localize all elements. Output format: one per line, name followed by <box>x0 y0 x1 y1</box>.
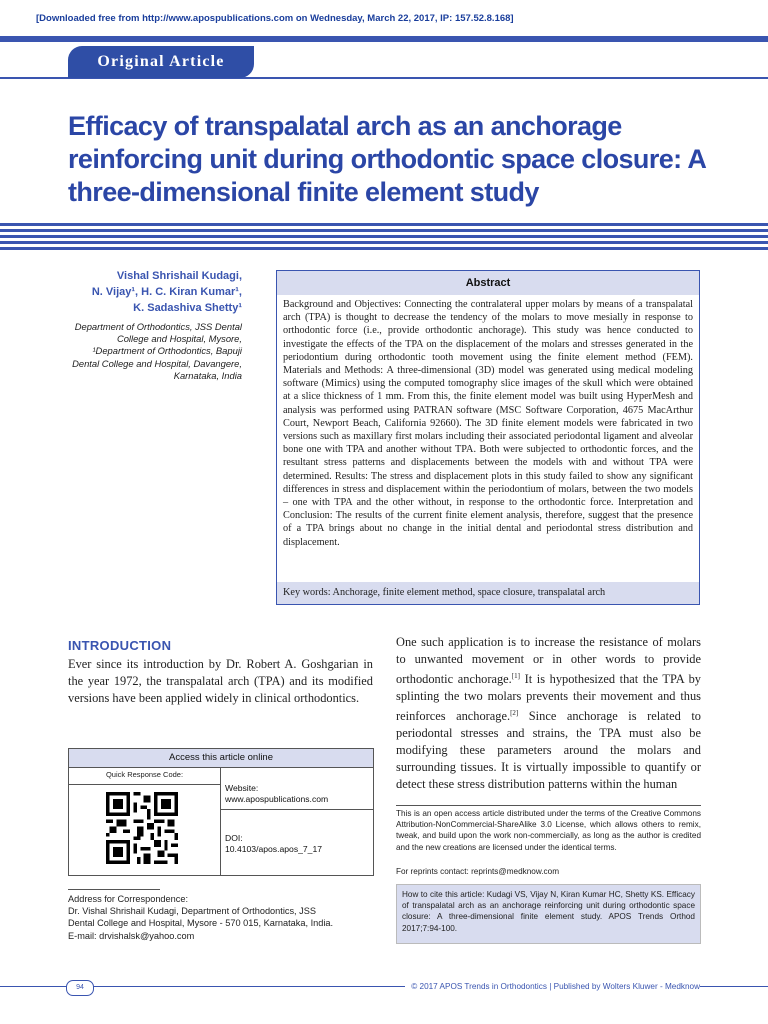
affiliation: Department of Orthodontics, JSS Dental College and Hospital, Mysore, ¹Department of Orthodontics, Bapuji Dental College and Hospital, Davangere, Karnataka, India <box>72 321 242 381</box>
footnote-rule <box>68 889 160 890</box>
section-heading-introduction: INTRODUCTION <box>68 638 172 653</box>
correspondence-address <box>68 893 378 942</box>
page-number: 94 <box>66 980 94 996</box>
author-line: N. Vijay¹, H. C. Kiran Kumar¹, <box>91 286 242 298</box>
abstract-body: Background and Objectives: Connecting the contralateral upper molars by means of a transpalatal arch (TPA) is thought to decrease the tendency of the molars to move mesially in response to orthodontic force (i.e., provide orthodontic anchorage). This study was hence conducted to investigate the effects of the TPA on the displacement of the molars and stresses generated in the periodontium during orthodontic tooth movement using the finite element method (FEM). Materials and Methods: A three-dimensional (3D) model was generated using medical modeling software (Mimics) using the computed tomography slice images of the skull which were obtained at a slice thickness of 1 mm. From this, the finite element model was built using HyperMesh and analysis was performed using PATRAN software (MSC Software Corporation, 4675 MacArthur Court, Newport Beach, California 92660). The 3D finite element models were fabricated in two versions such as maxillary first molars including their associated periodontal ligament and alveolar bone one with TPA and another without TPA. Both were subjected to orthodontic forces, and the resultant stress patterns and displacements between the models with and without TPA were determined. Results: The stress and displacement plots in this study failed to show any significant differences in stress and displacement within the periodontium of molars, between the two models – one with TPA and the other without, in response to the orthodontic force. Interpretation and Conclusion: The results of the current finite element analysis, therefore, suggest that the presence of a TPA brings about no change in the initial dental and periodontal stress distribution and displacement. <box>283 299 693 548</box>
header-bar <box>0 36 768 42</box>
doi-value[interactable]: 10.4103/apos.apos_7_17 <box>225 844 323 854</box>
author-line: K. Sadashiva Shetty¹ <box>133 302 242 314</box>
text-span: Since anchorage is related to periodontal stresses and strains, the TPA must also be modifying these parameters around the molars and surrounding tissues. It is virtually impossible to quantify or detect these stress distribution patterns within the human <box>396 709 701 792</box>
footer-text: © 2017 APOS Trends in Orthodontics | Published by Wolters Kluwer - Medknow <box>405 980 700 994</box>
abstract-heading: Abstract <box>277 271 699 295</box>
article-type-badge: Original Article <box>68 46 254 78</box>
download-notice: [Downloaded free from http://www.apospublications.com on Wednesday, March 22, 2017, IP: 157.52.8.168] <box>36 13 514 24</box>
author-line: Vishal Shrishail Kudagi, <box>116 270 242 282</box>
qr-code-icon[interactable] <box>106 792 178 864</box>
access-heading: Access this article online <box>69 749 373 768</box>
reprints-contact[interactable]: For reprints contact: reprints@medknow.com <box>396 867 560 876</box>
correspondence-label: Address for Correspondence: <box>68 894 189 904</box>
correspondence-email[interactable]: E-mail: drvishalsk@yahoo.com <box>68 930 195 941</box>
intro-paragraph-col2 <box>396 634 701 793</box>
access-online-box <box>68 748 374 876</box>
intro-paragraph: Ever since its introduction by Dr. Robert A. Goshgarian in the year 1972, the transpalatal arch (TPA) and its modified versions have been applied widely in clinical orthodontics. <box>68 657 373 705</box>
qr-panel <box>69 767 221 875</box>
qr-label: Quick Response Code: <box>69 767 220 785</box>
text-span: One such application is to increase the resistance of molars to unwanted movement or in other words to provide orthodontic anchorage. <box>396 635 701 687</box>
website-label: Website: <box>225 783 259 793</box>
access-divider <box>220 809 373 810</box>
website-link[interactable]: www.apospublications.com <box>225 794 329 804</box>
abstract-box <box>276 270 700 605</box>
keywords: Key words: Anchorage, finite element method, space closure, transpalatal arch <box>277 582 699 604</box>
citation-ref[interactable]: [2] <box>510 709 519 718</box>
article-title: Efficacy of transpalatal arch as an anchorage reinforcing unit during orthodontic space closure: A three-dimensional finite element study <box>68 111 706 207</box>
license-text: This is an open access article distributed under the terms of the Creative Commons Attribution-NonCommercial-ShareAlike 3.0 License, which allows others to remix, tweak, and build upon the work non-commercially, as long as the author is credited and the new creations are licensed under the identical terms. <box>396 809 701 852</box>
correspondence-line: Dental College and Hospital, Mysore - 570 015, Karnataka, India. <box>68 918 334 929</box>
citation-box: How to cite this article: Kudagi VS, Vijay N, Kiran Kumar HC, Shetty KS. Efficacy of transpalatal arch as an anchorage reinforcing unit during orthodontic space closure: A three-dimensional finite element study. APOS Trends Orthod 2017;7:94-100. <box>396 884 701 944</box>
license-rule <box>396 805 701 806</box>
doi-label: DOI: <box>225 833 243 843</box>
title-stripes <box>0 223 768 253</box>
correspondence-line: Dr. Vishal Shrishail Kudagi, Department of Orthodontics, JSS <box>68 906 317 917</box>
text-span: It is hypothesized that the TPA by splinting the two molars prevents their movement and thus reinforces anchorage. <box>396 672 701 724</box>
citation-ref[interactable]: [1] <box>511 672 520 680</box>
author-list <box>66 268 242 316</box>
